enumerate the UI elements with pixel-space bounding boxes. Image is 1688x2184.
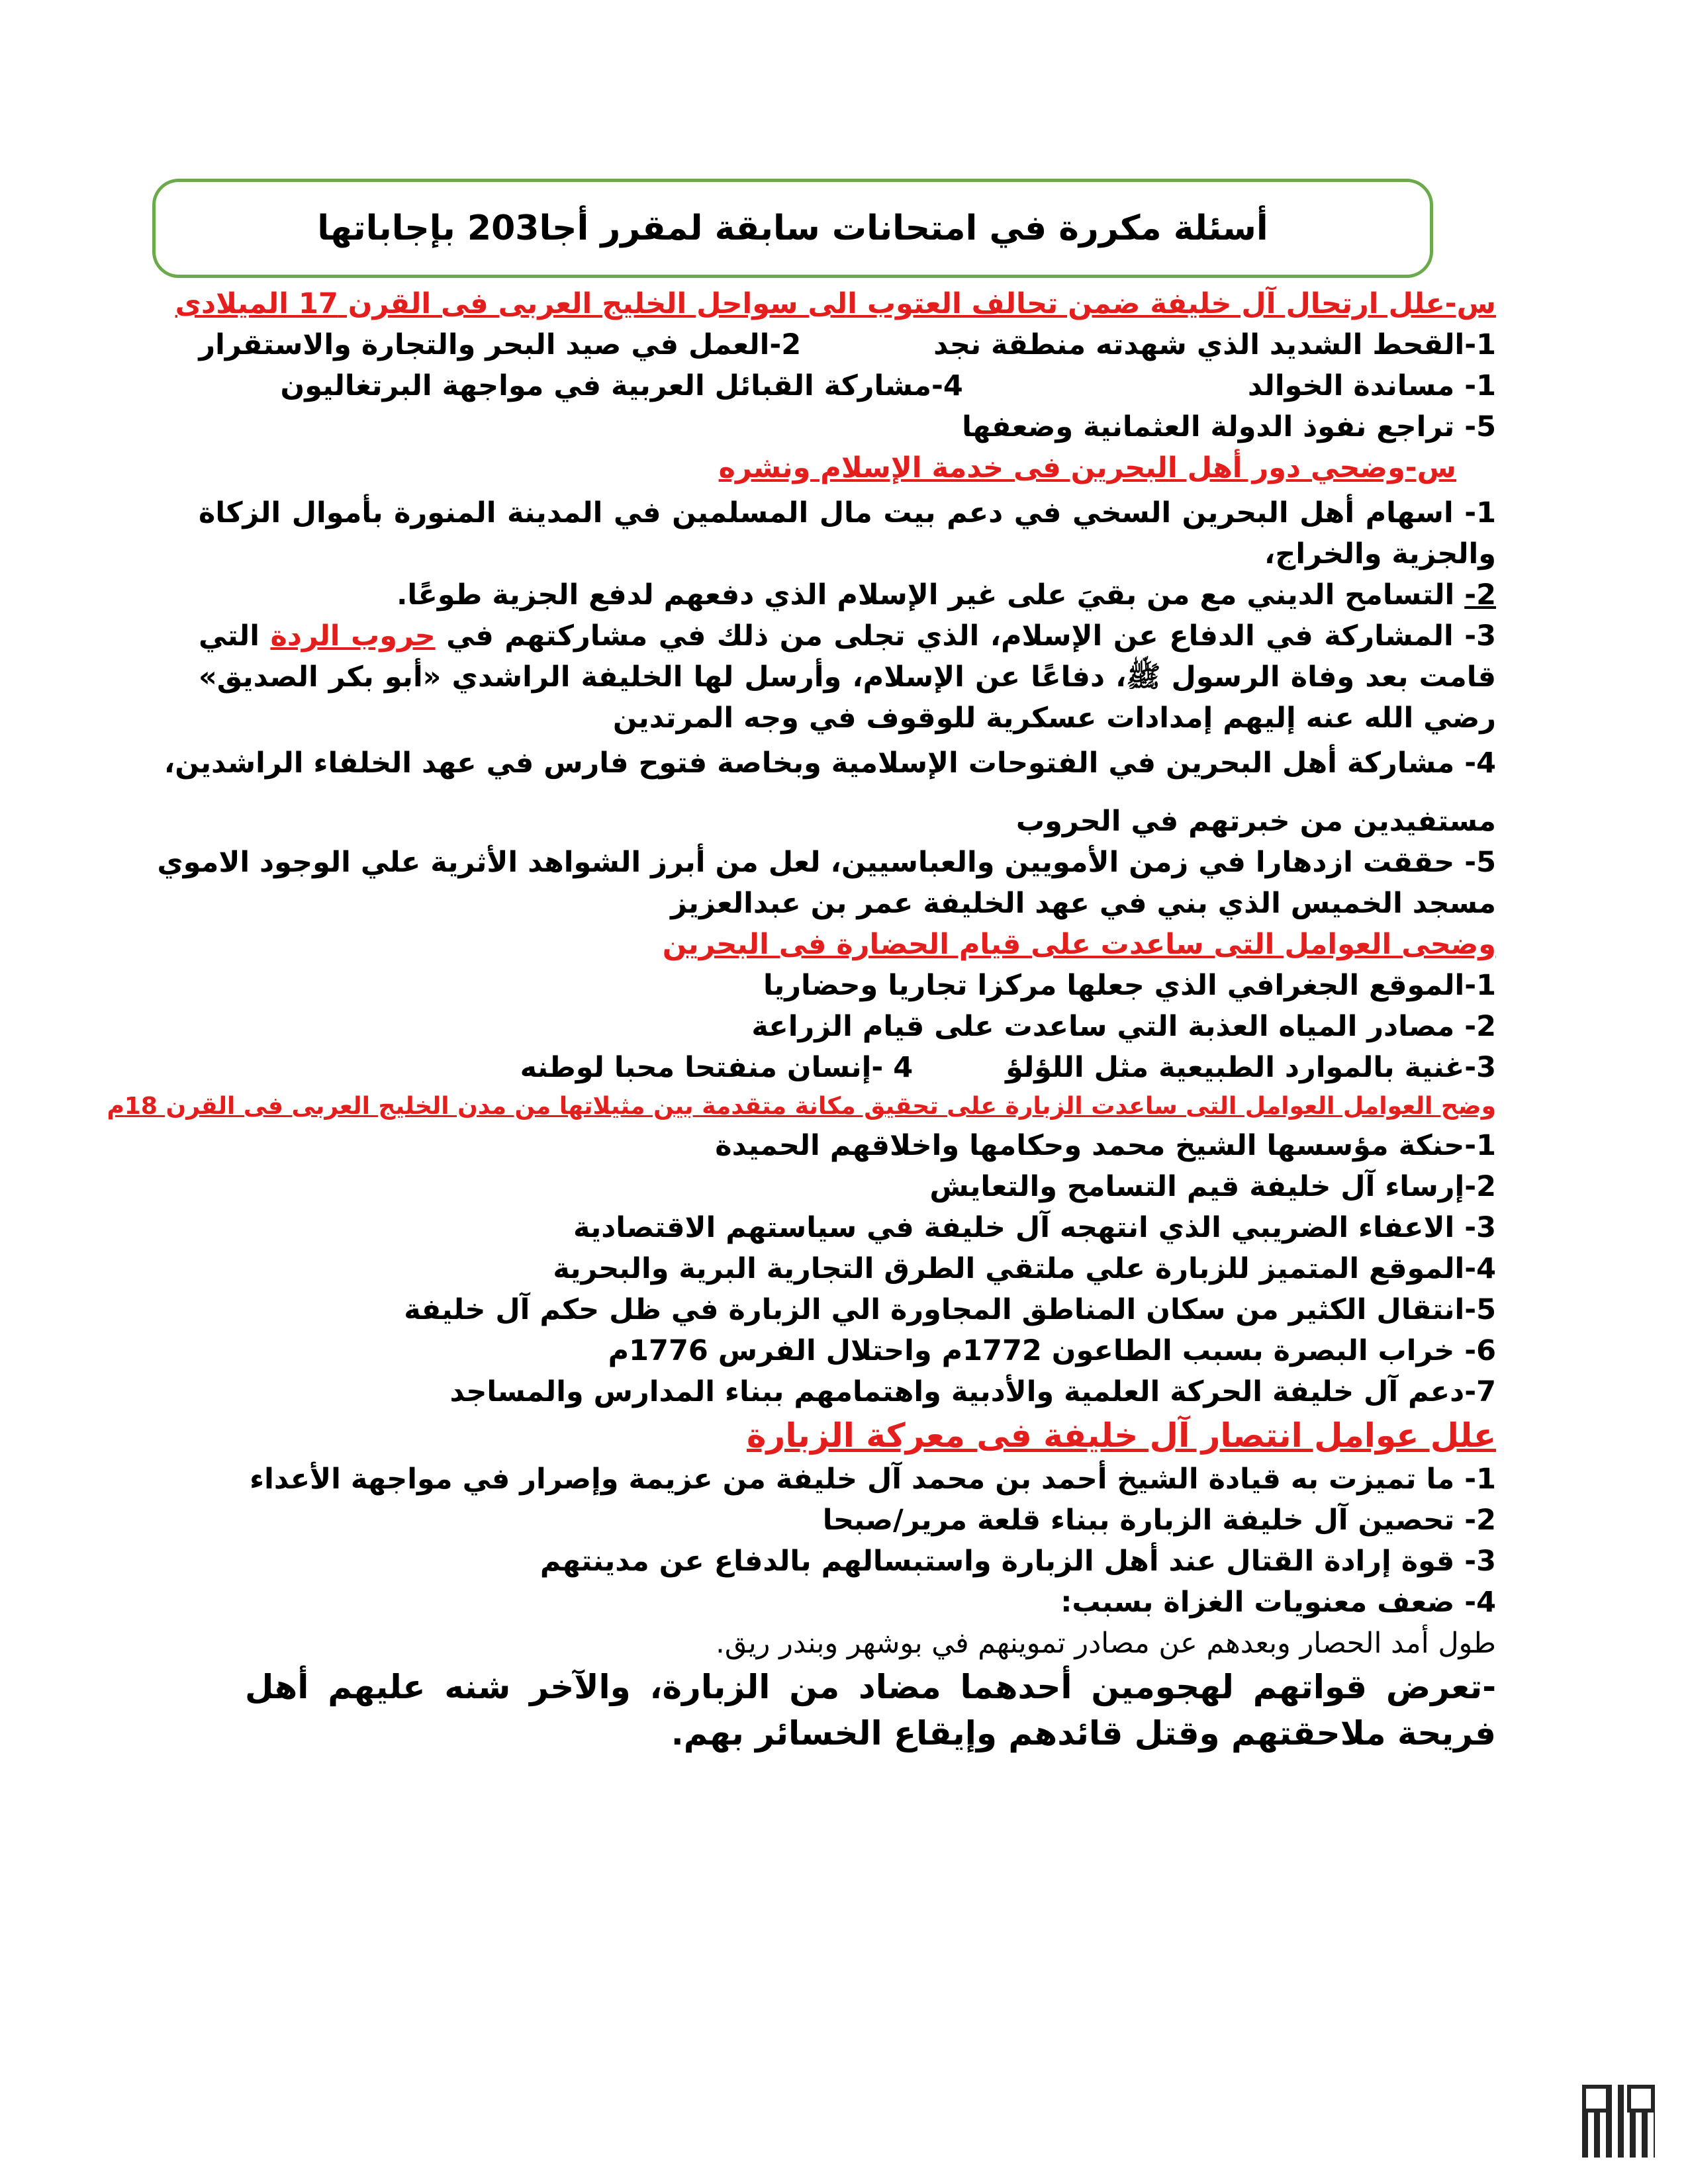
answer-row xyxy=(199,574,1496,615)
question-4: وضح العوامل العوامل التى ساعدت الزبارة على تحقيق مكانة متقدمة بين مثيلاتها من مدن الخليج العربى فى القرن 18م xyxy=(107,1093,1496,1120)
answer-item: 2-العمل في صيد البحر والتجارة والاستقرار xyxy=(199,328,802,361)
answer-text: التي قامت بعد وفاة الرسول ﷺ، دفاعًا عن الإسلام، وأرسل لها الخليفة الراشدي «أبو بكر الصديق» رضي الله عنه إليهم إمدادات عسكرية للوقوف في وجه المرتدين xyxy=(199,619,1496,735)
answer-item: 1- اسهام أهل البحرين السخي في دعم بيت مال المسلمين في المدينة المنورة بأموال الزكاة والجزية والخراج، xyxy=(199,496,1496,570)
question-5: علل عوامل انتصار آل خليفة فى معركة الزبارة xyxy=(747,1416,1496,1455)
answer-item: طول أمد الحصار وبعدهم عن مصادر تموينهم في بوشهر وبندر ريق. xyxy=(716,1627,1496,1660)
answer-item: مستفيدين من خبرتهم في الحروب xyxy=(1015,805,1496,838)
answer-text: 3- المشاركة في الدفاع عن الإسلام، الذي تجلى من ذلك في مشاركتهم في xyxy=(435,619,1497,653)
highlight-ridda-wars: حروب الردة xyxy=(270,619,436,653)
answer-item: 1- مساندة الخوالد xyxy=(1247,369,1496,402)
answer-row xyxy=(199,365,1496,406)
answer-row xyxy=(199,324,1496,365)
question-2: س-وضحي دور أهل البحرين فى خدمة الإسلام ونشره xyxy=(718,451,1456,484)
question-1: س-علل ارتحال آل خليفة ضمن تحالف العتوب الى سواحل الخليج العربى فى القرن 17 الميلادى xyxy=(175,287,1496,320)
answer-item: مسجد الخميس الذي بني في عهد الخليفة عمر بن عبدالعزيز xyxy=(671,887,1496,920)
answer-item: 3- قوة إرادة القتال عند أهل الزبارة واستبسالهم بالدفاع عن مدينتهم xyxy=(539,1545,1496,1578)
answer-item: 6- خراب البصرة بسبب الطاعون 1772م واحتلال الفرس 1776م xyxy=(608,1334,1496,1367)
answer-item: 2- مصادر المياه العذبة التي ساعدت على قيام الزراعة xyxy=(751,1010,1496,1043)
answer-item: -تعرض قواتهم لهجومين أحدهما مضاد من الزبارة، والآخر شنه عليهم أهل فريحة ملاحقتهم وقتل قائدهم وإيقاع الخسائر بهم. xyxy=(245,1668,1496,1752)
answer-item: 1-القحط الشديد الذي شهدته منطقة نجد xyxy=(933,328,1496,361)
answer-item: 1-الموقع الجغرافي الذي جعلها مركزا تجاريا وحضاريا xyxy=(763,969,1496,1002)
document-body xyxy=(107,283,1497,1756)
answer-item: 7-دعم آل خليفة الحركة العلمية والأدبية واهتمامهم ببناء المدارس والمساجد xyxy=(449,1375,1496,1408)
answer-item: 5- حققت ازدهارا في زمن الأمويين والعباسيين، لعل من أبرز الشواهد الأثرية علي الوجود الاموي xyxy=(157,846,1496,879)
answer-item: 2- تحصين آل خليفة الزبارة ببناء قلعة مرير/صبحا xyxy=(822,1504,1496,1537)
answer-item: 4- ضعف معنويات الغزاة بسبب: xyxy=(1060,1586,1496,1619)
page-title: أسئلة مكررة في امتحانات سابقة لمقرر أجا203 بإجاباتها xyxy=(317,208,1268,248)
answer-row xyxy=(199,1047,1496,1088)
answer-item xyxy=(199,615,1496,739)
qr-code-icon xyxy=(1582,2085,1655,2158)
title-box xyxy=(152,179,1433,278)
answer-item: 4- مشاركة أهل البحرين في الفتوحات الإسلامية وبخاصة فتوح فارس في عهد الخلفاء الراشدين، xyxy=(164,747,1496,780)
question-3: وضحى العوامل التى ساعدت على قيام الحضارة فى البحرين xyxy=(662,928,1496,961)
answer-item: 3- الاعفاء الضريبي الذي انتهجه آل خليفة في سياستهم الاقتصادية xyxy=(573,1211,1496,1244)
answer-item: 1- ما تميزت به قيادة الشيخ أحمد بن محمد آل خليفة من عزيمة وإصرار في مواجهة الأعداء xyxy=(250,1463,1496,1496)
answer-item: 3-غنية بالموارد الطبيعية مثل اللؤلؤ xyxy=(1006,1051,1496,1084)
answer-number: 2- xyxy=(1464,578,1496,612)
answer-item: 4 -إنسان منفتحا محبا لوطنه xyxy=(520,1051,914,1084)
answer-item: 1-حنكة مؤسسها الشيخ محمد وحكامها واخلاقهم الحميدة xyxy=(715,1129,1496,1162)
answer-item: 5- تراجع نفوذ الدولة العثمانية وضعفها xyxy=(962,410,1496,443)
answer-item: التسامح الديني مع من بقيَ على غير الإسلام الذي دفعهم لدفع الجزية طوعًا. xyxy=(397,578,1465,612)
answer-item: 5-انتقال الكثير من سكان المناطق المجاورة الي الزبارة في ظل حكم آل خليفة xyxy=(404,1293,1496,1326)
answer-item: 4-الموقع المتميز للزبارة علي ملتقي الطرق التجارية البرية والبحرية xyxy=(553,1252,1496,1285)
answer-item: 4-مشاركة القبائل العربية في مواجهة البرتغاليون xyxy=(280,369,963,402)
answer-item: 2-إرساء آل خليفة قيم التسامح والتعايش xyxy=(929,1170,1496,1203)
